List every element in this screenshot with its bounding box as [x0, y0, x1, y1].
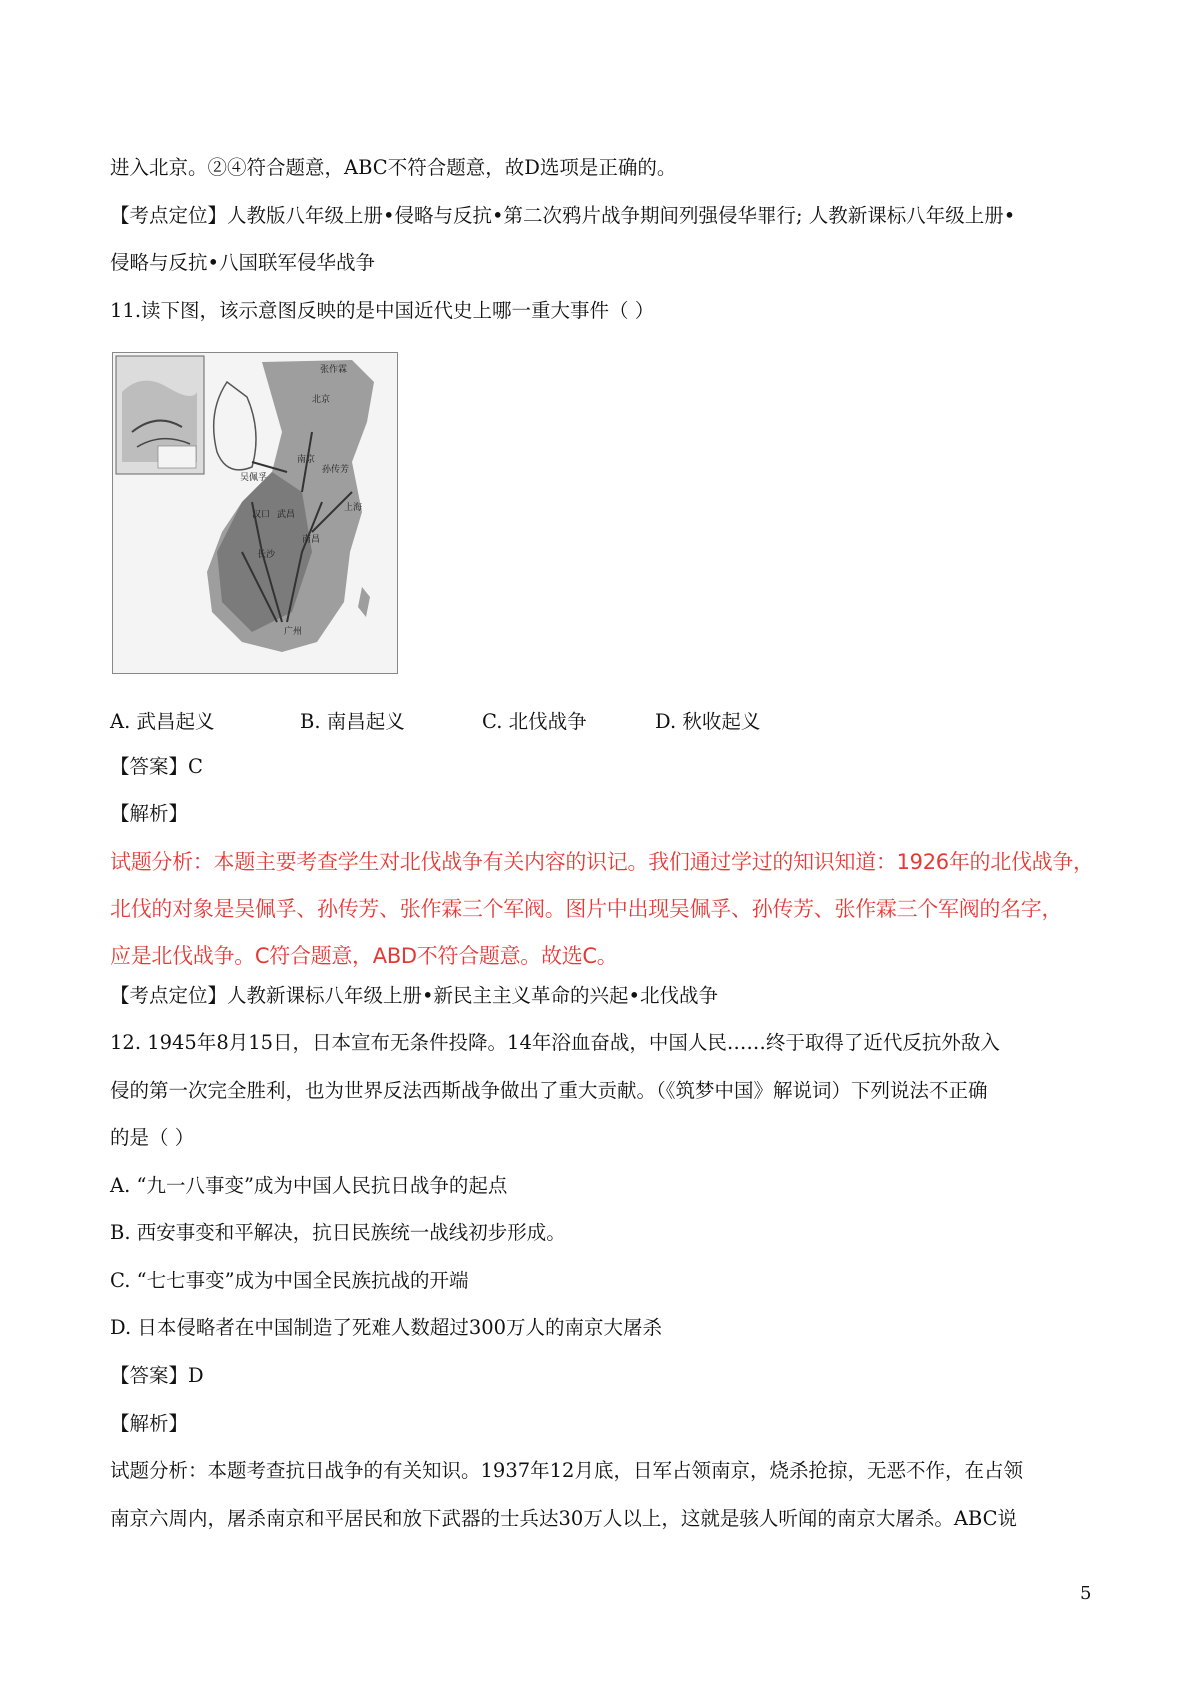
option-c: C. 北伐战争	[482, 710, 587, 733]
map-label: 张作霖	[320, 365, 348, 375]
question-12: 的是（ ）	[110, 1126, 195, 1149]
knowledge-point-11: 【考点定位】人教新课标八年级上册•新民主主义革命的兴起•北伐战争	[110, 984, 719, 1007]
question-11: 11.读下图，该示意图反映的是中国近代史上哪一重大事件（ ）	[110, 299, 655, 322]
map-label: 广州	[284, 627, 303, 637]
option-12a: A. “九一八事变”成为中国人民抗日战争的起点	[110, 1174, 508, 1197]
map-label: 上海	[344, 503, 363, 513]
answer-12: 【答案】D	[110, 1364, 204, 1387]
option-b: B. 南昌起义	[300, 710, 405, 733]
option-12d: D. 日本侵略者在中国制造了死难人数超过300万人的南京大屠杀	[110, 1316, 663, 1339]
analysis-text-11: 应是北伐战争。C符合题意，ABD不符合题意。故选C。	[110, 944, 618, 968]
analysis-heading-11: 【解析】	[110, 802, 189, 825]
map-label: 孙传芳	[322, 465, 350, 475]
analysis-text-12: 试题分析：本题考查抗日战争的有关知识。1937年12月底，日军占领南京，烧杀抢掠，无恶不作，在占领	[110, 1459, 1023, 1482]
knowledge-point-10: 【考点定位】人教版八年级上册•侵略与反抗•第二次鸦片战争期间列强侵华罪行; 人教新课标八年级上册•	[110, 204, 1016, 227]
map-label: 长沙	[257, 550, 276, 560]
option-a: A. 武昌起义	[110, 710, 215, 733]
analysis-heading-12: 【解析】	[110, 1412, 189, 1435]
map-label: 武昌	[277, 510, 296, 520]
page-number: 5	[1080, 1583, 1092, 1604]
question-12: 12. 1945年8月15日，日本宣布无条件投降。14年浴血奋战，中国人民……终于取得了近代反抗外敌入	[110, 1031, 1000, 1054]
map-label: 北京	[312, 395, 331, 405]
map-label: 南昌	[302, 535, 321, 545]
map-label: 南京	[297, 455, 316, 465]
analysis-text-11: 试题分析：本题主要考查学生对北伐战争有关内容的识记。我们通过学过的知识知道：1926年的北伐战争，	[110, 850, 1094, 874]
map-label: 汉口	[252, 510, 271, 520]
text-line: 侵略与反抗•八国联军侵华战争	[110, 251, 376, 274]
analysis-text-12: 南京六周内，屠杀南京和平居民和放下武器的士兵达30万人以上，这就是骇人听闻的南京大屠杀。ABC说	[110, 1507, 1018, 1530]
text-line: 进入北京。②④符合题意，ABC不符合题意，故D选项是正确的。	[110, 156, 677, 179]
analysis-text-11: 北伐的对象是吴佩孚、孙传芳、张作霖三个军阀。图片中出现吴佩孚、孙传芳、张作霖三个军阀的名字，	[110, 897, 1063, 921]
map-label: 吴佩孚	[240, 473, 268, 483]
question-12: 侵的第一次完全胜利，也为世界反法西斯战争做出了重大贡献。（《筑梦中国》解说词）下列说法不正确	[110, 1079, 988, 1102]
option-12b: B. 西安事变和平解决，抗日民族统一战线初步形成。	[110, 1221, 566, 1244]
option-12c: C. “七七事变”成为中国全民族抗战的开端	[110, 1269, 469, 1292]
northern-expedition-map	[112, 352, 398, 674]
option-d: D. 秋收起义	[655, 710, 761, 733]
answer-11: 【答案】C	[110, 755, 203, 778]
